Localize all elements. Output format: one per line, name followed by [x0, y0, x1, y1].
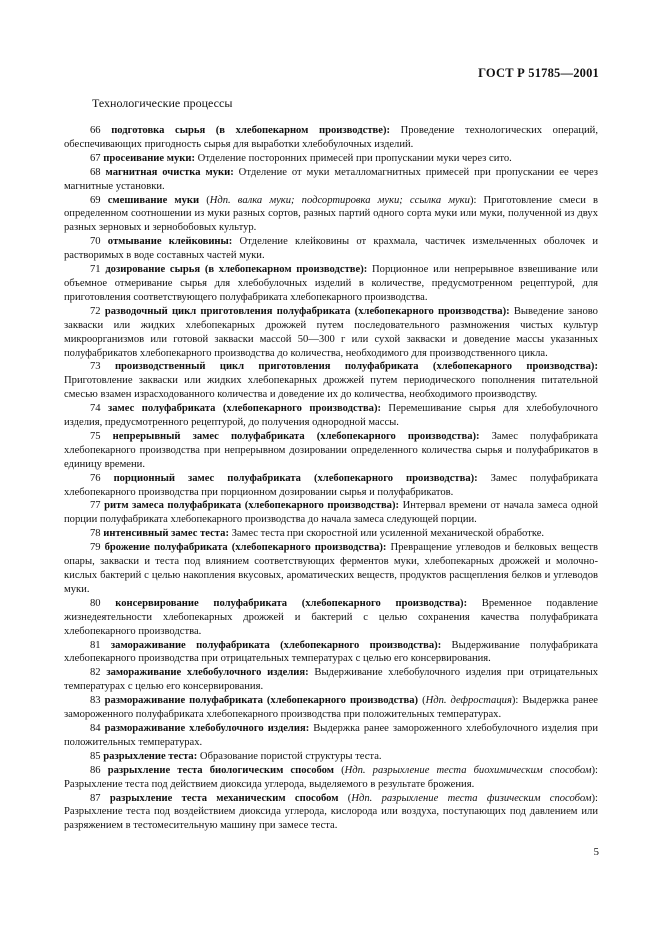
term-definition: Проведение технологических операций, обеспечивающих пригодность сырья для выработки хлебобулочных изделий.: [64, 125, 598, 150]
abbr-close: ):: [591, 792, 598, 804]
term-entry: [64, 541, 598, 597]
term-number: 85: [90, 750, 101, 762]
term-definition: Образование пористой структуры теста.: [197, 750, 382, 762]
term-definition: Выведение заново закваски или жидких хлебопекарных дрожжей путем последовательного размножения чистых культур микроорганизмов или готовой закваски массой 50—300 г или сухой закваски и доведение массы указанных полуфабрикатов хлебопекарного производства до количества, необходимого для производственного цикла.: [64, 305, 598, 359]
terms-list: [64, 124, 598, 833]
term-definition: Отделение клейковины от крахмала, частичек измельченных оболочек и растворимых в воде составных частей муки.: [64, 236, 598, 262]
page-number: 5: [593, 846, 599, 858]
term-name: отмывание клейковины:: [107, 236, 233, 248]
term-number: 78: [90, 528, 101, 540]
term-definition: Отделение от муки металломагнитных примесей при пропускании ее через магнитные установки.: [64, 166, 598, 192]
term-entry: [64, 194, 598, 236]
term-definition: Замес полуфабриката хлебопекарного производства при порционном дозировании сырья и полуфабрикатов.: [64, 472, 598, 498]
term-definition: Замес полуфабриката хлебопекарного производства при непрерывном дозировании определенного количества сырья и полуфабрикатов в единицу времени.: [64, 430, 598, 470]
abbr-open: (: [199, 194, 210, 206]
term-definition: Выдерживание хлебобулочного изделия при отрицательных температурах с целью его консервирования.: [64, 667, 598, 693]
term-name: брожение полуфабриката (хлебопекарного производства):: [104, 542, 387, 554]
term-number: 76: [90, 472, 101, 484]
term-number: 67: [90, 152, 101, 164]
term-name: размораживание хлебобулочного изделия:: [104, 722, 310, 734]
term-number: 80: [90, 597, 101, 609]
term-entry: [64, 360, 598, 402]
term-definition: Превращение углеводов и белковых веществ опары, закваски и теста под влиянием соответствующих ферментов муки, хлебопекарных дрожжей и молочно-кислых бактерий с целью накопления вкусовых, ароматических веществ, продуктов расщепления белков и углеводов муки.: [64, 542, 599, 595]
term-number: 73: [90, 361, 101, 373]
term-definition: Разрыхление теста под действием диоксида углерода, выделяемого в результате брожения.: [64, 778, 475, 790]
term-entry: [64, 305, 598, 361]
term-definition: Разрыхление теста под воздействием диоксида углерода, кислорода или воздуха, поступающих под давлением или разряжением в тестомесительную машину при замесе теста.: [64, 806, 598, 832]
term-definition: Перемешивание сырья для хлебобулочного изделия, предусмотренного рецептурой, до получения однородной массы.: [64, 403, 598, 429]
term-name: консервирование полуфабриката (хлебопекарного производства):: [115, 597, 468, 609]
term-definition: Интервал времени от начала замеса одной порции полуфабриката хлебопекарного производства до начала замеса следующей порции.: [64, 500, 598, 526]
term-entry: [64, 235, 598, 263]
abbr-close: ):: [511, 695, 519, 707]
term-name: разводочный цикл приготовления полуфабриката (хлебопекарного производства):: [104, 305, 510, 317]
term-number: 71: [90, 264, 101, 276]
term-number: 69: [90, 194, 101, 206]
term-number: 68: [90, 166, 101, 178]
term-number: 66: [90, 125, 101, 136]
section-title: Технологические процессы: [92, 96, 233, 110]
term-name: порционный замес полуфабриката (хлебопекарного производства):: [113, 472, 478, 484]
term-name: ритм замеса полуфабриката (хлебопекарного производства):: [104, 500, 400, 512]
term-name: смешивание муки: [107, 194, 200, 206]
term-name: разрыхление теста:: [103, 750, 198, 762]
term-definition: Замес теста при скоростной или усиленной механической обработке.: [228, 528, 545, 540]
term-number: 70: [90, 236, 101, 248]
term-number: 74: [90, 403, 101, 415]
term-number: 83: [90, 695, 101, 707]
term-definition: Выдержка ранее замороженного полуфабриката хлебопекарного производства при положительных температурах.: [64, 695, 598, 721]
term-entry: [64, 764, 598, 792]
term-definition: Порционное или непрерывное взвешивание или объемное отмеривание сырья для хлебобулочных изделий в количестве, предусмотренном рецептурой, для приготовления соответствующего полуфабриката хлебопекарного производства.: [64, 264, 598, 303]
term-name: разрыхление теста биологическим способом: [107, 764, 334, 776]
term-name: дозирование сырья (в хлебопекарном производстве):: [105, 264, 368, 276]
term-entry: [64, 666, 598, 694]
term-number: 72: [90, 305, 101, 317]
term-definition: Выдержка ранее замороженного хлебобулочного изделия при положительных температурах.: [64, 722, 598, 748]
abbr-close: ):: [591, 764, 598, 776]
abbr-open: (: [338, 792, 352, 804]
abbr-open: (: [418, 695, 426, 707]
term-number: 81: [90, 639, 101, 651]
deprecated-synonym: Ндп. валка муки; подсортировка муки; ссылка муки: [209, 194, 470, 206]
term-entry: [64, 402, 598, 430]
term-definition: Выдерживание полуфабриката хлебопекарного производства при отрицательных температурах с целью его консервирования.: [64, 639, 598, 665]
term-name: подготовка сырья (в хлебопекарном производстве):: [111, 125, 390, 136]
abbr-open: (: [334, 764, 345, 776]
term-entry: [64, 499, 598, 527]
term-name: просеивание муки:: [103, 152, 196, 164]
term-entry: [64, 166, 598, 194]
term-name: производственный цикл приготовления полуфабриката (хлебопекарного производства):: [114, 361, 598, 373]
document-code: ГОСТ Р 51785—2001: [478, 66, 599, 80]
term-name: размораживание полуфабриката (хлебопекарного производства): [104, 695, 419, 707]
term-entry: [64, 597, 598, 639]
term-name: замораживание полуфабриката (хлебопекарного производства):: [110, 639, 442, 651]
term-entry: [64, 694, 598, 722]
deprecated-synonym: Ндп. разрыхление теста биохимическим способом: [344, 764, 592, 776]
term-name: магнитная очистка муки:: [105, 166, 234, 178]
deprecated-synonym: Ндп. дефростация: [425, 695, 512, 707]
term-entry: [64, 639, 598, 667]
term-number: 79: [90, 542, 101, 554]
term-number: 84: [90, 722, 101, 734]
term-definition: Отделение посторонних примесей при пропускании муки через сито.: [195, 152, 512, 164]
term-name: разрыхление теста механическим способом: [109, 792, 339, 804]
deprecated-synonym: Ндп. разрыхление теста физическим способом: [351, 792, 592, 804]
term-definition: Временное подавление жизнедеятельности хлебопекарных дрожжей и бактерий с целью сохранения качества полуфабриката хлебопекарного производства.: [64, 597, 598, 637]
term-number: 77: [90, 500, 101, 512]
term-number: 75: [90, 430, 101, 442]
term-number: 86: [90, 764, 101, 776]
abbr-close: ):: [469, 194, 477, 206]
term-entry: [64, 124, 598, 152]
term-entry: [64, 750, 598, 764]
term-entry: [64, 472, 598, 500]
term-number: 82: [90, 667, 101, 679]
term-entry: [64, 152, 598, 166]
term-entry: [64, 430, 598, 472]
term-name: замораживание хлебобулочного изделия:: [106, 667, 309, 679]
term-entry: [64, 792, 598, 834]
term-entry: [64, 527, 598, 541]
term-entry: [64, 722, 598, 750]
term-definition: Приготовление смеси в определенном соотношении из муки разных сортов, разных партий одного сорта муки или муки, полученной из двух разных зерновых и зернобобовых культур.: [64, 194, 598, 234]
term-name: замес полуфабриката (хлебопекарного производства):: [108, 403, 382, 415]
term-entry: [64, 263, 598, 305]
term-name: интенсивный замес теста:: [103, 528, 229, 540]
term-number: 87: [90, 792, 101, 804]
term-name: непрерывный замес полуфабриката (хлебопекарного производства):: [112, 430, 480, 442]
term-definition: Приготовление закваски или жидких хлебопекарных дрожжей путем периодического пополнения питательной смесью взамен израсходованного количества и доведение их до количества, необходимого производству.: [64, 375, 598, 401]
